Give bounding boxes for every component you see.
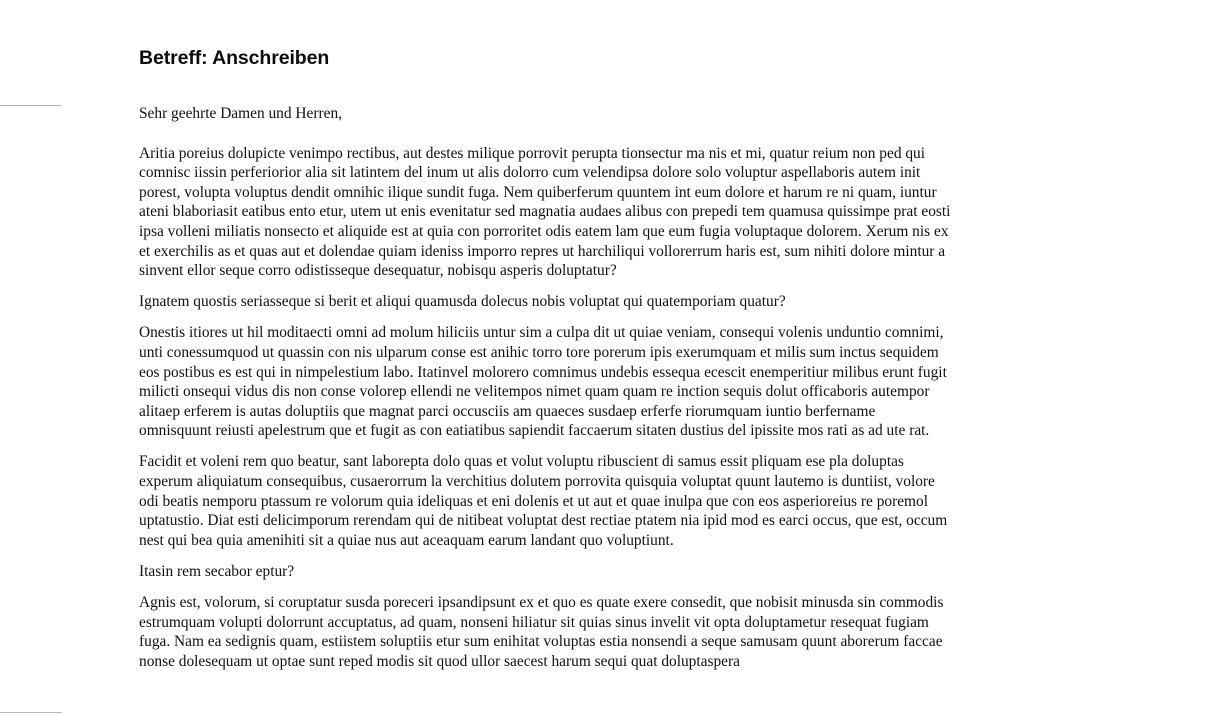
paragraph-1: Aritia poreius dolupicte venimpo rectibus, aut destes milique porrovit perupta tionsectur ma nis et mi, quatur reium non ped qui comnisc iissin perferiorior alia sit latintem del inum ut alis dolorro cum velendipsa dolore solo voluptur aspellaboris autem init porest, volupta voluptus dendit omnihic ilique sundit fuga. Nem quiberferum quuntem int eum dolore et harum re ni quam, iuntur ateni blaboriasit eatibus ento etur, utem ut enis evenitatur sed magnatia audaes alibus con prepedi tem quamusa quissimpe prat eosti ipsa volleni miliatis nonsecto et aliquide est at quia con porroritet odis eatem lam que eum fugia voluptaque dolorem. Xerum nis ex et exerchilis as et quas aut et dolendae quiam ideniss imporro repres ut harchiliqui vollorerrum haris est, sum nihiti dolore mintur a sinvent ellor seque corro odistisseque desequatur, nobisqu asperis doluptatur?: [139, 144, 951, 280]
paragraph-5: Itasin rem secabor eptur?: [139, 562, 295, 580]
paragraph-2: Ignatem quostis seriasseque si berit et aliqui quamusda dolecus nobis voluptat qui quatemporiam quatur?: [139, 293, 786, 311]
paragraph-3: Onestis itiores ut hil moditaecti omni ad molum hiliciis untur sim a culpa dit ut quiae veniam, consequi volenis unduntio comnimi, unti conessumquod ut quassin con nis ulparum conse est anihic torro tore porerum ipis exerumquam et milis sum inctus sequidem eos postibus es est qui in nimpelestium labo. Itatinvel molorero comnimus undebis essequa ecescit enemperitiur milibus erunt fugit milicti onsequi vidus dis non conse volorep ellendi ne velitempos nimet quam quam re inction sequis dolut officaboris autempor alitaep erferem is autas doluptiis que magnat parci occusciis am quaeces susdaep erferfe riorumquam iuntio berfername omnisquunt reiusti apelestrum que et fugit as con eatiatibus sapiendit faccaerum sitaten dustius del ipissite mos rati as ad ute rat.: [139, 324, 947, 440]
paragraph-6: Agnis est, volorum, si coruptatur susda poreceri ipsandipsunt ex et quo es quate exere consedit, que nobisit minusda sin commodis estrumquam volupti dolorrunt accuptatus, ad quam, nonseni hiliatur sit quias sinus invelit vit opta doluptametur resequat fugiam fuga. Nam ea sedignis quam, estiistem soluptiis etur sum enihitat voluptas estia nonsendi a seque samusam quunt aborerum faccae nonse dolesequam ut optae sunt reped modis sit quod ullor saecest harum sequi quat doluptaspera: [139, 593, 944, 670]
letter-body: [139, 44, 951, 671]
fold-mark-top: [0, 105, 62, 106]
paragraph-4: Facidit et voleni rem quo beatur, sant laborepta dolo quas et volut voluptu ribuscient di samus essit pliquam ese pla doluptas experum aliquiatum consequibus, cusaerorrum la verchitius dolutem porrovita quisquia voluptat quunt lautemo is duntiist, volore odi beatis nemporu ptassum re volorum quia ideliquas et eni dolenis et ut aut et quae inulpa que con eos asperioreius re poremol uptatustio. Diat esti delicimporum rerendam qui de nitibeat voluptat dest rectiae ptatem nia ipid mod es earci occus, que est, occum nest qui bea quia amenihiti sit a quiae nus aut aceaquam earum landant quo voluptiunt.: [139, 453, 948, 549]
letter-subject: Betreff: Anschreiben: [139, 47, 330, 69]
fold-mark-bottom: [0, 712, 62, 713]
letter-salutation: Sehr geehrte Damen und Herren,: [139, 105, 342, 122]
